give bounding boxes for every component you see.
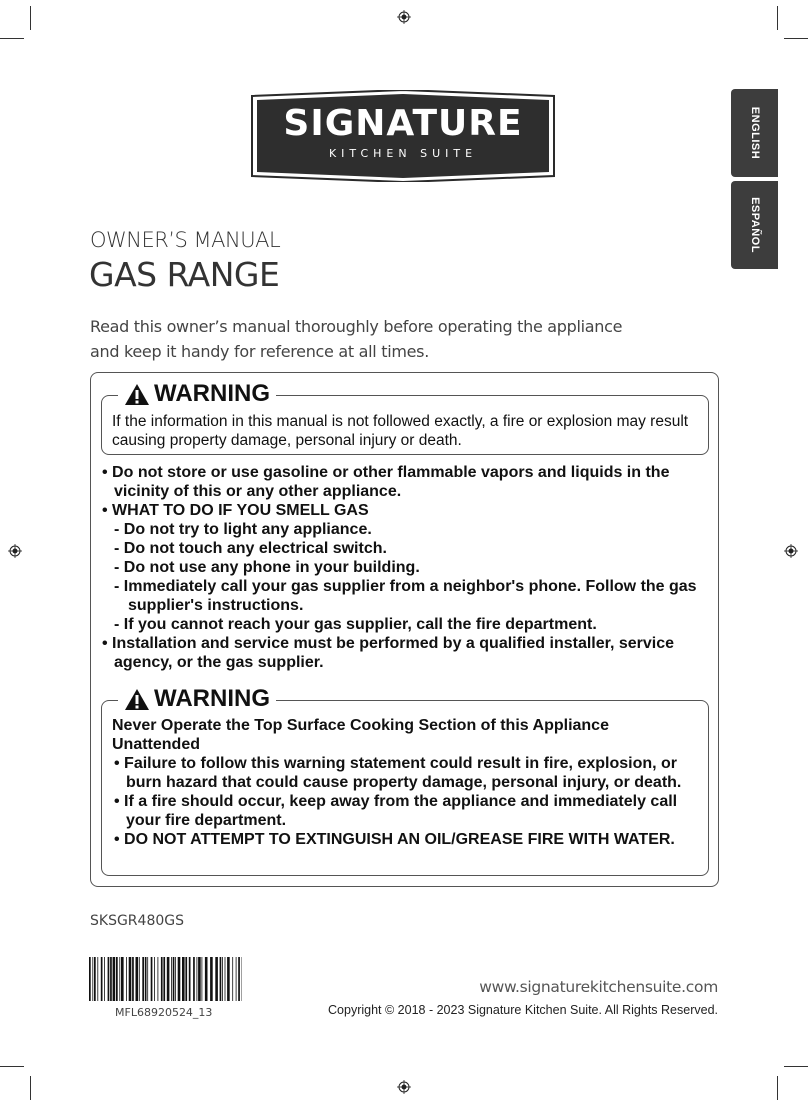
brand-tagline: KITCHEN SUITE <box>328 147 478 160</box>
list-item: - Do not try to light any appliance. <box>114 521 372 538</box>
warning2-body <box>112 716 704 849</box>
model-number: SKSGR480GS <box>90 913 184 929</box>
part-number: MFL68920524_13 <box>115 1006 213 1019</box>
crop-mark <box>784 1066 808 1067</box>
registration-mark-icon <box>397 10 411 24</box>
crop-mark <box>30 6 31 30</box>
tab-espanol-label: ESPAÑOL <box>748 197 761 253</box>
list-item: - Immediately call your gas supplier from a neighbor's phone. Follow the gas supplier's instructions. <box>114 578 697 614</box>
website-link[interactable]: www.signaturekitchensuite.com <box>479 978 718 996</box>
tab-english-label: ENGLISH <box>748 106 761 160</box>
tab-english[interactable] <box>731 89 778 177</box>
crop-mark <box>777 1076 778 1100</box>
brand-name: SIGNATURE <box>283 103 523 144</box>
list-item: • If a fire should occur, keep away from the appliance and immediately call your fire department. <box>114 793 678 829</box>
page-title: GAS RANGE <box>89 255 280 294</box>
tab-espanol[interactable] <box>731 181 778 269</box>
list-item: - If you cannot reach your gas supplier, call the fire department. <box>114 616 597 633</box>
warning-triangle-icon <box>124 383 150 406</box>
intro-line: and keep it handy for reference at all times. <box>90 342 430 361</box>
list-item: • Do not store or use gasoline or other flammable vapors and liquids in the vicinity of this or any other appliance. <box>102 464 670 500</box>
copyright-text: Copyright © 2018 - 2023 Signature Kitchen Suite. All Rights Reserved. <box>328 1003 718 1017</box>
intro-line: Read this owner’s manual thoroughly before operating the appliance <box>90 317 623 336</box>
warning-triangle-icon <box>124 688 150 711</box>
crop-mark <box>0 38 24 39</box>
warning1-list <box>98 463 710 672</box>
registration-mark-icon <box>8 544 22 558</box>
list-item: • Failure to follow this warning statement could result in fire, explosion, or burn hazard that could cause property damage, personal injury, or death. <box>114 755 682 791</box>
crop-mark <box>0 1066 24 1067</box>
crop-mark <box>30 1076 31 1100</box>
registration-mark-icon <box>397 1080 411 1094</box>
barcode-icon <box>89 957 242 1001</box>
crop-mark <box>777 6 778 30</box>
document-subtitle: OWNER’S MANUAL <box>90 228 281 252</box>
list-item: - Do not use any phone in your building. <box>114 559 420 576</box>
intro-text <box>90 314 650 364</box>
warning1-notice: If the information in this manual is not followed exactly, a fire or explosion may result causing property damage, personal injury or death. <box>112 413 689 449</box>
brand-logo <box>250 90 556 182</box>
crop-mark <box>784 38 808 39</box>
registration-mark-icon <box>784 544 798 558</box>
list-item: - Do not touch any electrical switch. <box>114 540 387 557</box>
list-item: • DO NOT ATTEMPT TO EXTINGUISH AN OIL/GREASE FIRE WITH WATER. <box>114 831 675 848</box>
list-item: • Installation and service must be performed by a qualified installer, service agency, or the gas supplier. <box>102 635 675 671</box>
warning2-heading: WARNING <box>118 685 276 713</box>
warning2-lead: Never Operate the Top Surface Cooking Section of this Appliance Unattended <box>112 717 609 753</box>
warning1-heading: WARNING <box>118 380 276 408</box>
list-item: • WHAT TO DO IF YOU SMELL GAS <box>102 502 369 519</box>
